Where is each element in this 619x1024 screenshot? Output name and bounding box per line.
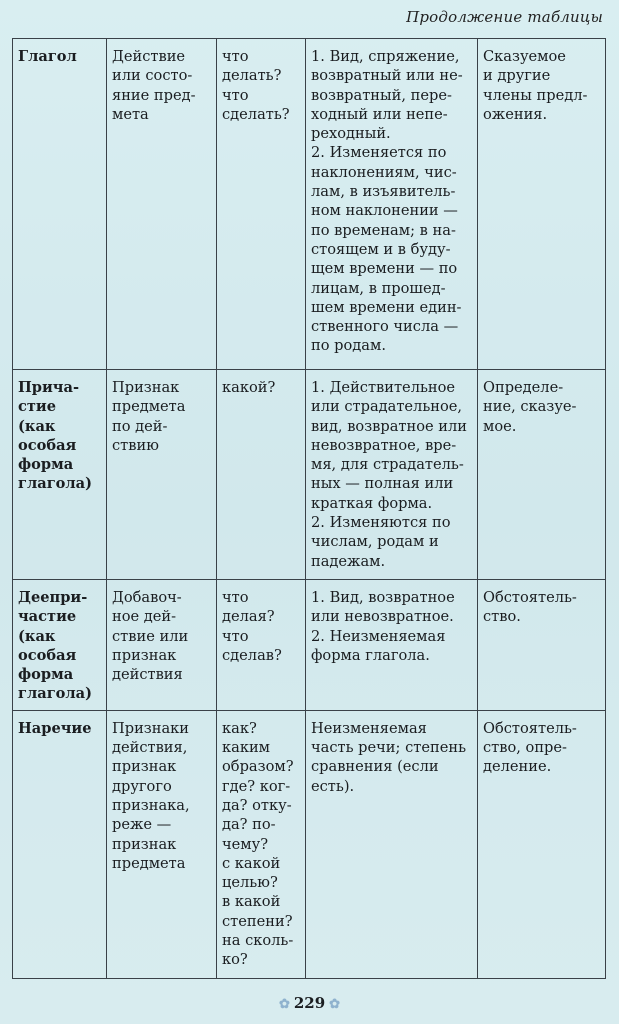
leaf-ornament-icon: ✿ — [278, 997, 290, 1012]
cell-syntactic-role: Обстоятель- ство, опре- деление. — [478, 710, 606, 978]
cell-syntactic-role: Определе- ние, сказуе- мое. — [478, 370, 606, 580]
cell-meaning: Действие или состо- яние пред- мета — [107, 39, 217, 370]
cell-part-of-speech: Деепри- частие (как особая форма глагола) — [13, 580, 107, 711]
table-row — [13, 710, 606, 978]
cell-meaning: Добавоч- ное дей- ствие или признак действия — [107, 580, 217, 711]
cell-questions: как? каким образом? где? ког- да? отку- да? по- чему? с какой целью? в какой степени? на сколь- ко? — [217, 710, 306, 978]
parts-of-speech-table — [12, 38, 606, 979]
cell-features: 1. Вид, возвратное или невозвратное. 2. Неизменяемая форма глагола. — [306, 580, 478, 711]
cell-part-of-speech: Прича- стие (как особая форма глагола) — [13, 370, 107, 580]
cell-features: 1. Вид, спряжение, возвратный или не- возвратный, пере- ходный или непе- реходный. 2. Изменяется по наклонениям, чис- лам, в изъявитель- ном наклонении — по временам; в на- стоящем и в буду- щем времени — по лицам, в прошед- шем времени един- ственного числа — по родам. — [306, 39, 478, 370]
cell-syntactic-role: Обстоятель- ство. — [478, 580, 606, 711]
cell-features: 1. Действительное или страдательное, вид, возвратное или невозвратное, вре- мя, для страдатель- ных — полная или краткая форма. 2. Изменяются по числам, родам и падежам. — [306, 370, 478, 580]
cell-meaning: Признак предмета по дей- ствию — [107, 370, 217, 580]
cell-questions: что делать? что сделать? — [217, 39, 306, 370]
cell-meaning: Признаки действия, признак другого признака, реже — признак предмета — [107, 710, 217, 978]
cell-syntactic-role: Сказуемое и другие члены предл- ожения. — [478, 39, 606, 370]
table-row — [13, 39, 606, 370]
cell-features: Неизменяемая часть речи; степень сравнения (если есть). — [306, 710, 478, 978]
table-row — [13, 580, 606, 711]
cell-questions: какой? — [217, 370, 306, 580]
page-number: ✿ 229 ✿ — [278, 994, 341, 1012]
leaf-ornament-icon: ✿ — [329, 997, 341, 1012]
table-row — [13, 370, 606, 580]
cell-questions: что делая? что сделав? — [217, 580, 306, 711]
cell-part-of-speech: Глагол — [13, 39, 107, 370]
cell-part-of-speech: Наречие — [13, 710, 107, 978]
continuation-caption: Продолжение таблицы — [406, 8, 603, 26]
